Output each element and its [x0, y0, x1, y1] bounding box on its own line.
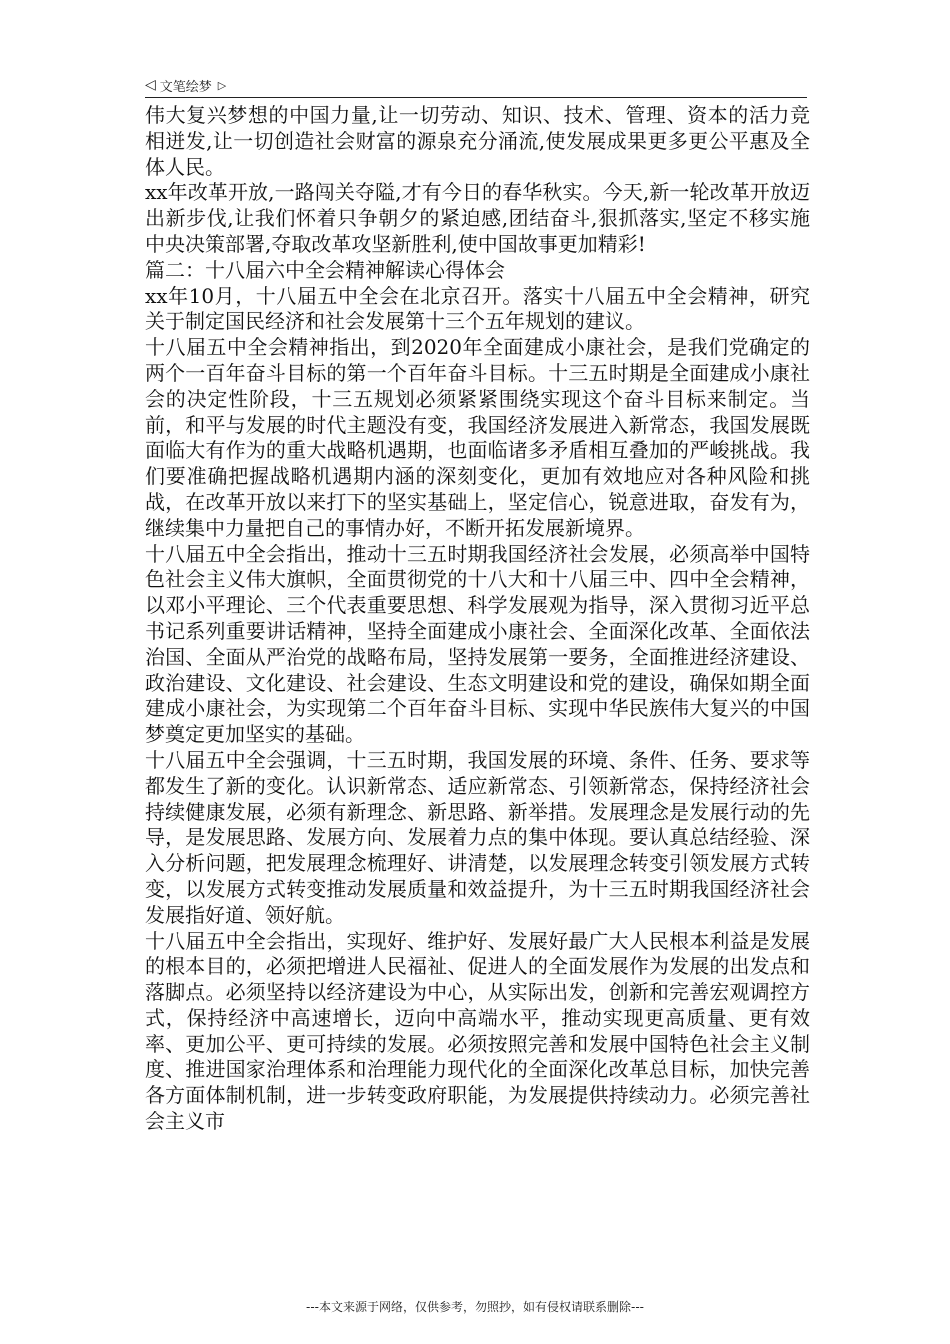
triangle-right-icon: ▷: [217, 78, 227, 92]
page-header: [145, 73, 807, 98]
document-body: [145, 103, 810, 1135]
paragraph: 伟大复兴梦想的中国力量,让一切劳动、知识、技术、管理、资本的活力竞相迸发,让一切创造社会财富的源泉充分涌流,使发展成果更多更公平惠及全体人民。: [145, 103, 810, 179]
paragraph: 十八届五中全会指出，推动十三五时期我国经济社会发展，必须高举中国特色社会主义伟大旗帜，全面贯彻党的十八大和十八届三中、四中全会精神，以邓小平理论、三个代表重要思想、科学发展观为指导，深入贯彻习近平总书记系列重要讲话精神，坚持全面建成小康社会、全面深化改革、全面依法治国、全面从严治党的战略布局，坚持发展第一要务，全面推进经济建设、政治建设、文化建设、社会建设、生态文明建设和党的建设，确保如期全面建成小康社会，为实现第二个百年奋斗目标、实现中华民族伟大复兴的中国梦奠定更加坚实的基础。: [145, 541, 810, 747]
header-brand: 文笔绘梦: [159, 79, 212, 95]
paragraph: 十八届五中全会精神指出，到2020年全面建成小康社会，是我们党确定的两个一百年奋斗目标的第一个百年奋斗目标。十三五时期是全面建成小康社会的决定性阶段，十三五规划必须紧紧围绕实现这个奋斗目标来制定。当前，和平与发展的时代主题没有变，我国经济发展进入新常态，我国发展既面临大有作为的重大战略机遇期，也面临诸多矛盾相互叠加的严峻挑战。我们要准确把握战略机遇期内涵的深刻变化，更加有效地应对各种风险和挑战，在改革开放以来打下的坚实基础上，坚定信心，锐意进取，奋发有为，继续集中力量把自己的事情办好，不断开拓发展新境界。: [145, 335, 810, 540]
paragraph: xx年改革开放,一路闯关夺隘,才有今日的春华秋实。今天,新一轮改革开放迈出新步伐,让我们怀着只争朝夕的紧迫感,团结奋斗,狠抓落实,坚定不移实施中央决策部署,夺取改革攻坚新胜利,使中国故事更加精彩!: [145, 180, 810, 256]
paragraph: xx年10月，十八届五中全会在北京召开。落实十八届五中全会精神，研究关于制定国民经济和社会发展第十三个五年规划的建议。: [145, 283, 810, 334]
paragraph: 十八届五中全会强调，十三五时期，我国发展的环境、条件、任务、要求等都发生了新的变化。认识新常态、适应新常态、引领新常态，保持经济社会持续健康发展，必须有新理念、新思路、新举措。发展理念是发展行动的先导，是发展思路、发展方向、发展着力点的集中体现。要认真总结经验、深入分析问题，把发展理念梳理好、讲清楚，以发展理念转变引领发展方式转变，以发展方式转变推动发展质量和效益提升，为十三五时期我国经济社会发展指好道、领好航。: [145, 747, 810, 927]
triangle-left-icon: ◁: [145, 77, 156, 93]
section-heading: 篇二：十八届六中全会精神解读心得体会: [145, 257, 505, 282]
paragraph: 十八届五中全会指出，实现好、维护好、发展好最广大人民根本利益是发展的根本目的，必须把增进人民福祉、促进人的全面发展作为发展的出发点和落脚点。必须坚持以经济建设为中心，从实际出发，创新和完善宏观调控方式，保持经济中高速增长，迈向中高端水平，推动实现更高质量、更有效率、更加公平、更可持续的发展。必须按照完善和发展中国特色社会主义制度、推进国家治理体系和治理能力现代化的全面深化改革总目标，加快完善各方面体制机制，进一步转变政府职能，为发展提供持续动力。必须完善社会主义市: [145, 928, 810, 1134]
page-footer: ---本文来源于网络，仅供参考，勿照抄，如有侵权请联系删除---: [306, 1300, 644, 1314]
